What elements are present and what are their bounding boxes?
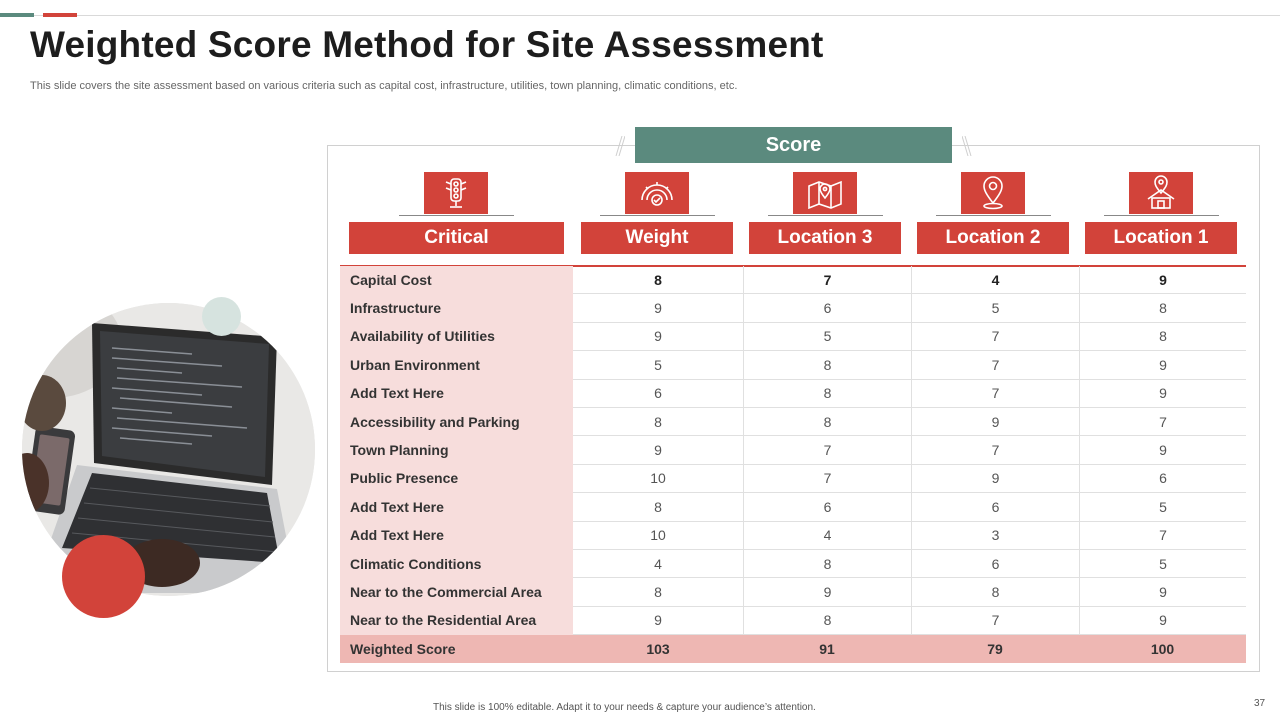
weighted-score-location-2: 79 (911, 635, 1079, 663)
weight-cell: 5 (573, 351, 743, 379)
icon-underline (600, 215, 715, 216)
map-icon (793, 172, 857, 214)
location-2-cell: 9 (911, 408, 1079, 436)
table-row (340, 351, 1246, 379)
location-pin-icon (961, 172, 1025, 214)
column-header-weight: Weight (581, 222, 733, 254)
accent-bar-red (43, 13, 77, 17)
top-divider (0, 15, 1280, 16)
table-row (340, 266, 1246, 294)
page-number: 37 (1254, 698, 1266, 709)
table-row (340, 465, 1246, 493)
criteria-cell: Climatic Conditions (340, 550, 573, 578)
location-2-cell: 7 (911, 380, 1079, 408)
weight-cell: 9 (573, 323, 743, 351)
icon-underline (936, 215, 1051, 216)
location-1-cell: 8 (1079, 294, 1246, 322)
traffic-light-icon (424, 172, 488, 214)
table-row (340, 607, 1246, 635)
location-2-cell: 6 (911, 550, 1079, 578)
slide-title: Weighted Score Method for Site Assessment (30, 24, 824, 65)
table-row (340, 436, 1246, 464)
location-3-cell: 8 (743, 607, 911, 635)
location-2-cell: 9 (911, 465, 1079, 493)
weighted-score-label: Weighted Score (340, 635, 573, 663)
location-2-cell: 3 (911, 522, 1079, 550)
table-row (340, 408, 1246, 436)
column-header-location-3: Location 3 (749, 222, 901, 254)
criteria-cell: Add Text Here (340, 493, 573, 521)
criteria-cell: Near to the Residential Area (340, 607, 573, 635)
criteria-cell: Urban Environment (340, 351, 573, 379)
table-row (340, 550, 1246, 578)
weighted-score-location-1: 100 (1079, 635, 1246, 663)
accent-bar-teal (0, 13, 34, 17)
location-1-cell: 9 (1079, 578, 1246, 606)
criteria-cell: Public Presence (340, 465, 573, 493)
weight-cell: 10 (573, 465, 743, 493)
weight-cell: 8 (573, 408, 743, 436)
criteria-cell: Add Text Here (340, 380, 573, 408)
location-3-cell: 8 (743, 408, 911, 436)
laptop-photo (22, 303, 315, 596)
location-2-cell: 7 (911, 323, 1079, 351)
weight-cell: 9 (573, 436, 743, 464)
weight-cell: 10 (573, 522, 743, 550)
location-1-cell: 9 (1079, 607, 1246, 635)
table-row (340, 578, 1246, 606)
weighted-score-row (340, 635, 1246, 663)
location-2-cell: 7 (911, 436, 1079, 464)
location-3-cell: 8 (743, 380, 911, 408)
criteria-cell: Infrastructure (340, 294, 573, 322)
score-banner: Score (635, 127, 952, 163)
location-2-cell: 7 (911, 351, 1079, 379)
location-1-cell: 6 (1079, 465, 1246, 493)
criteria-cell: Availability of Utilities (340, 323, 573, 351)
slide-subtitle: This slide covers the site assessment based on various criteria such as capital cost, infrastructure, utilities, town planning, climatic conditions, etc. (30, 80, 738, 92)
location-2-cell: 6 (911, 493, 1079, 521)
weighted-score-location-3: 91 (743, 635, 911, 663)
icon-underline (768, 215, 883, 216)
weighted-score-weight: 103 (573, 635, 743, 663)
column-header-location-2: Location 2 (917, 222, 1069, 254)
location-3-cell: 6 (743, 294, 911, 322)
location-1-cell: 9 (1079, 380, 1246, 408)
weight-cell: 4 (573, 550, 743, 578)
location-1-cell: 9 (1079, 351, 1246, 379)
table-row (340, 294, 1246, 322)
criteria-cell: Capital Cost (340, 266, 573, 294)
column-header-location-1: Location 1 (1085, 222, 1237, 254)
location-3-cell: 8 (743, 351, 911, 379)
footer-note: This slide is 100% editable. Adapt it to your needs & capture your audience’s attention. (433, 702, 816, 713)
table-row (340, 323, 1246, 351)
table-row (340, 493, 1246, 521)
house-pin-icon (1129, 172, 1193, 214)
location-3-cell: 4 (743, 522, 911, 550)
location-2-cell: 5 (911, 294, 1079, 322)
weight-cell: 9 (573, 294, 743, 322)
weight-cell: 6 (573, 380, 743, 408)
decorative-circle-red (62, 535, 145, 618)
table-row (340, 380, 1246, 408)
column-header-critical: Critical (349, 222, 564, 254)
decorative-circle-teal (202, 297, 241, 336)
location-3-cell: 7 (743, 266, 911, 294)
slash-decoration-left (613, 136, 625, 156)
location-3-cell: 7 (743, 436, 911, 464)
location-1-cell: 9 (1079, 436, 1246, 464)
location-2-cell: 8 (911, 578, 1079, 606)
weight-cell: 8 (573, 493, 743, 521)
criteria-cell: Near to the Commercial Area (340, 578, 573, 606)
table-row (340, 522, 1246, 550)
location-1-cell: 8 (1079, 323, 1246, 351)
weight-cell: 9 (573, 607, 743, 635)
location-1-cell: 7 (1079, 408, 1246, 436)
location-3-cell: 8 (743, 550, 911, 578)
location-1-cell: 7 (1079, 522, 1246, 550)
location-2-cell: 4 (911, 266, 1079, 294)
slash-decoration-right (962, 136, 974, 156)
location-2-cell: 7 (911, 607, 1079, 635)
location-3-cell: 7 (743, 465, 911, 493)
score-table (340, 266, 1246, 663)
gauge-icon (625, 172, 689, 214)
location-3-cell: 9 (743, 578, 911, 606)
icon-underline (399, 215, 514, 216)
location-1-cell: 9 (1079, 266, 1246, 294)
location-1-cell: 5 (1079, 493, 1246, 521)
icon-underline (1104, 215, 1219, 216)
location-3-cell: 5 (743, 323, 911, 351)
weight-cell: 8 (573, 578, 743, 606)
weight-cell: 8 (573, 266, 743, 294)
criteria-cell: Accessibility and Parking (340, 408, 573, 436)
criteria-cell: Add Text Here (340, 522, 573, 550)
location-1-cell: 5 (1079, 550, 1246, 578)
location-3-cell: 6 (743, 493, 911, 521)
criteria-cell: Town Planning (340, 436, 573, 464)
